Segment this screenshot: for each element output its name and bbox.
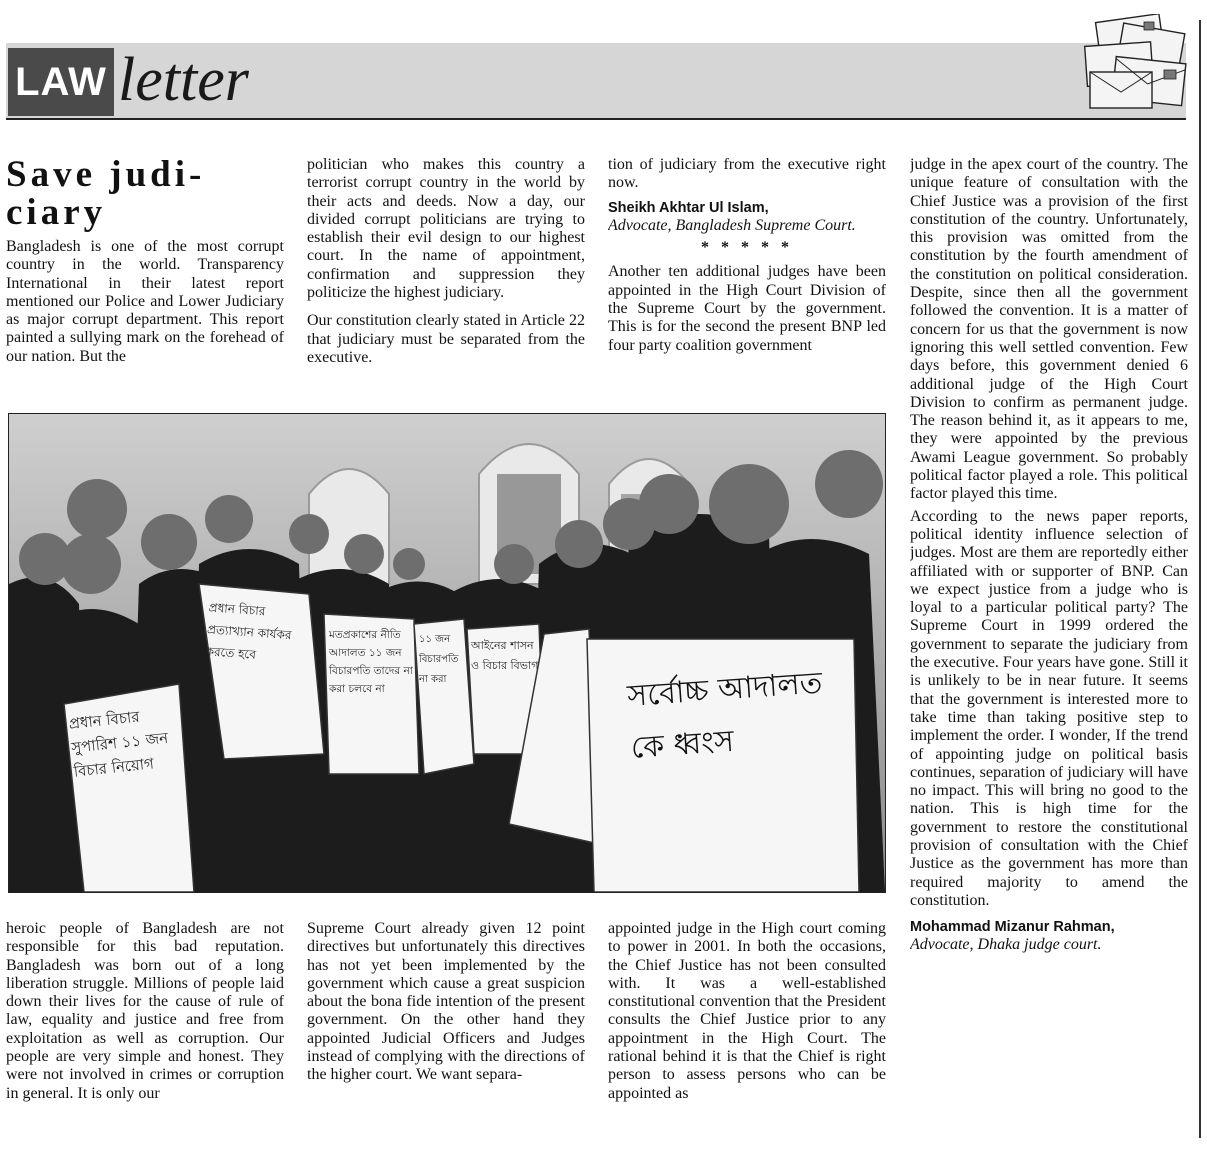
- body-paragraph: Supreme Court already given 12 point directives but unfortunately this directives has not yet been implemented by the government which cause a great suspicion about the bona fide intention of the present government. On the other hand they appointed Judicial Officers and Judges instead of complying with the directions of the higher court. We want separa-: [307, 920, 585, 1084]
- signature-title: Advocate, Bangladesh Supreme Court.: [608, 216, 856, 234]
- column-3-bottom: [608, 920, 886, 1120]
- body-paragraph: judge in the apex court of the country. The unique feature of consultation with the Chief Justice was a provision of the first constitution of the country. Unfortunately, this provision was omitted from the constitution by the fourth amendment of the constitution on political consideration. Despite, since then all the government followed the convention. It is a matter of concern for us that the government is now ignoring this well settled convention. Few days before, this government denied 6 additional judge of the High Court Division to confirm as permanent judge. The reason behind it, as it appears to me, they were appointed by the previous Awami League government. So probably political factor played a role. This political factor played this time.: [910, 156, 1188, 503]
- body-paragraph: tion of judiciary from the executive right now.: [608, 156, 886, 192]
- placard-text: সর্বোচ্চ আদালত কে ধ্বংস: [626, 665, 824, 766]
- headline: Save judi- ciary: [6, 156, 206, 233]
- body-paragraph: politician who makes this country a terrorist corrupt country in the world by their acts and deeds. Now a day, our divided corrupt politicians are trying to establish their evil design to our highest court. In the name of appointment, confirmation and suppression they politicize the highest judiciary.: [307, 156, 585, 302]
- body-paragraph: Another ten additional judges have been appointed in the High Court Division of the Supreme Court by the government. This is for the second the present BNP led four party coalition government: [608, 263, 886, 354]
- column-2-bottom: [307, 920, 585, 1120]
- placard-text: প্রধান বিচার প্রত্যাখ্যান কার্যকর করতে হবে: [205, 600, 292, 662]
- placard-text: প্রধান বিচার সুপারিশ ১১ জন বিচার নিয়োগ: [67, 707, 169, 781]
- column-2-top: [307, 156, 585, 396]
- law-label: LAW: [8, 48, 114, 116]
- body-paragraph: heroic people of Bangladesh are not responsible for this bad reputation. Bangladesh was born out of a long liberation struggle. Millions of people laid down their lives for the cause of rule of law, equality and justice and free from exploitation as well as corruption. Our people are very simple and honest. They were not involved in crimes or corruption in general. It is only our: [6, 920, 284, 1102]
- signature-name: Mohammad Mizanur Rahman,: [910, 919, 1115, 936]
- protest-photo: [8, 413, 886, 893]
- placard-text: মতপ্রকাশের নীতি আদালত ১১ জন বিচারপতি তাদের না করা চলবে না: [329, 629, 413, 695]
- divider-stars: * * * * *: [701, 239, 793, 257]
- column-rule: [1199, 20, 1201, 1138]
- column-1-bottom: [6, 920, 284, 1120]
- envelopes-icon: [1080, 14, 1190, 114]
- body-paragraph: According to the news paper reports, political identity influence selection of judges. Most are them are reportedly either affiliated with or supporter of BNP. Can we expect justice from a judge who is loyal to a particular political party? The Supreme Court in 1999 ordered the government to separate the judiciary from the executive. Four years have gone. Still it is unlikely to be in near future. It seems that the government is interested more to take time than taking positive step to implement the order. I wonder, If the trend of appointing judge on political basis continues, separation of judiciary will have no impact. This will bring no good to the nation. This is high time for the government to restore the constitutional provision of consultation with the Chief Justice as the government has more than required majority to amend the constitution.: [910, 507, 1188, 909]
- signature-title: Advocate, Dhaka judge court.: [910, 936, 1102, 954]
- column-1-top: [6, 156, 284, 396]
- body-paragraph: Our constitution clearly stated in Article 22 that judiciary must be separated from the executive.: [307, 312, 585, 366]
- placard-text: ১১ জন বিচারপতি না করা: [419, 634, 459, 685]
- column-4: [910, 156, 1188, 1118]
- column-3-top: [608, 156, 886, 396]
- placard-text: আইনের শাসন ও বিচার বিভাগ: [471, 639, 539, 672]
- signature-name: Sheikh Akhtar Ul Islam,: [608, 199, 769, 216]
- body-paragraph: appointed judge in the High court coming to power in 2001. In both the occasions, the Chief Justice has not been consulted with. It was a well-established constitutional convention that the President consults the Chief Justice prior to any appointment in the High Court. The rational behind it is that the Chief is right person to assess persons who can be appointed as: [608, 920, 886, 1102]
- body-paragraph: Bangladesh is one of the most corrupt country in the world. Transparency International in their latest report mentioned our Police and Lower Judiciary as major corrupt department. This report painted a sullying mark on the forehead of our nation. But the: [6, 238, 284, 365]
- section-title: letter: [118, 46, 249, 114]
